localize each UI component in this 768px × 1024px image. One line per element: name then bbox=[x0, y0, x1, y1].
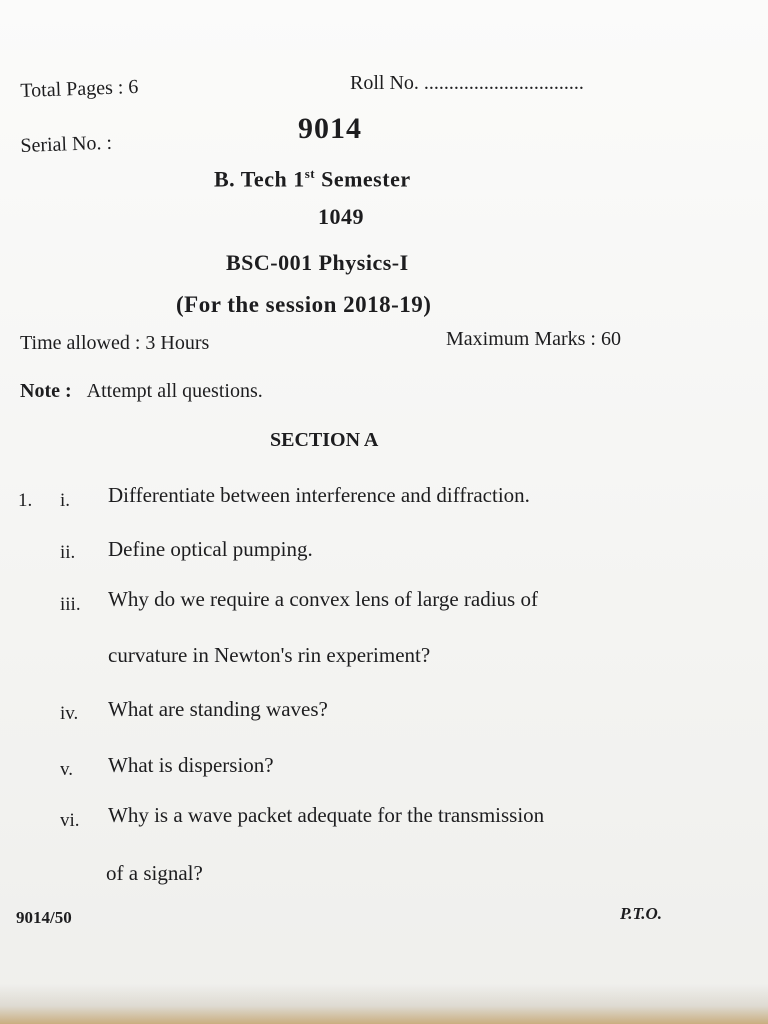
question-text: What is dispersion? bbox=[108, 753, 274, 777]
paper-code: 9014 bbox=[298, 112, 362, 145]
question-text-continued: curvature in Newton's rin experiment? bbox=[108, 643, 431, 667]
question-text: Define optical pumping. bbox=[108, 537, 313, 561]
course-superscript: st bbox=[304, 166, 316, 181]
total-pages: Total Pages : 6 bbox=[20, 75, 139, 102]
course-name: B. Tech 1 bbox=[214, 166, 305, 192]
question-text: What are standing waves? bbox=[108, 697, 328, 721]
footer-code: 9014/50 bbox=[16, 908, 72, 927]
serial-number: Serial No. : bbox=[20, 131, 113, 157]
note bbox=[20, 380, 263, 403]
time-allowed: Time allowed : 3 Hours bbox=[20, 332, 210, 354]
course-title bbox=[214, 166, 411, 192]
question-text-continued: of a signal? bbox=[106, 861, 203, 885]
item-number: v. bbox=[60, 759, 74, 780]
pto: P.T.O. bbox=[620, 904, 663, 923]
item-number: iv. bbox=[60, 703, 79, 724]
question-number: 1. bbox=[18, 490, 33, 511]
course-code: 1049 bbox=[318, 204, 364, 229]
subject-title: BSC-001 Physics-I bbox=[226, 250, 409, 275]
session-title: (For the session 2018-19) bbox=[176, 292, 432, 317]
item-number: i. bbox=[60, 490, 71, 511]
question-text: Why do we require a convex lens of large radius of bbox=[108, 587, 538, 611]
item-number: iii. bbox=[60, 594, 81, 615]
section-heading: SECTION A bbox=[270, 429, 379, 451]
question-text: Why is a wave packet adequate for the transmission bbox=[108, 803, 545, 827]
note-text: Attempt all questions. bbox=[86, 380, 263, 402]
course-semester: Semester bbox=[315, 166, 411, 192]
roll-number: Roll No. ................................ bbox=[350, 72, 584, 94]
question-text: Differentiate between interference and diffraction. bbox=[108, 483, 530, 507]
note-label: Note : bbox=[20, 380, 72, 402]
item-number: ii. bbox=[60, 542, 76, 563]
maximum-marks: Maximum Marks : 60 bbox=[446, 328, 621, 350]
item-number: vi. bbox=[60, 810, 80, 831]
page-edge-shadow bbox=[0, 984, 768, 1024]
